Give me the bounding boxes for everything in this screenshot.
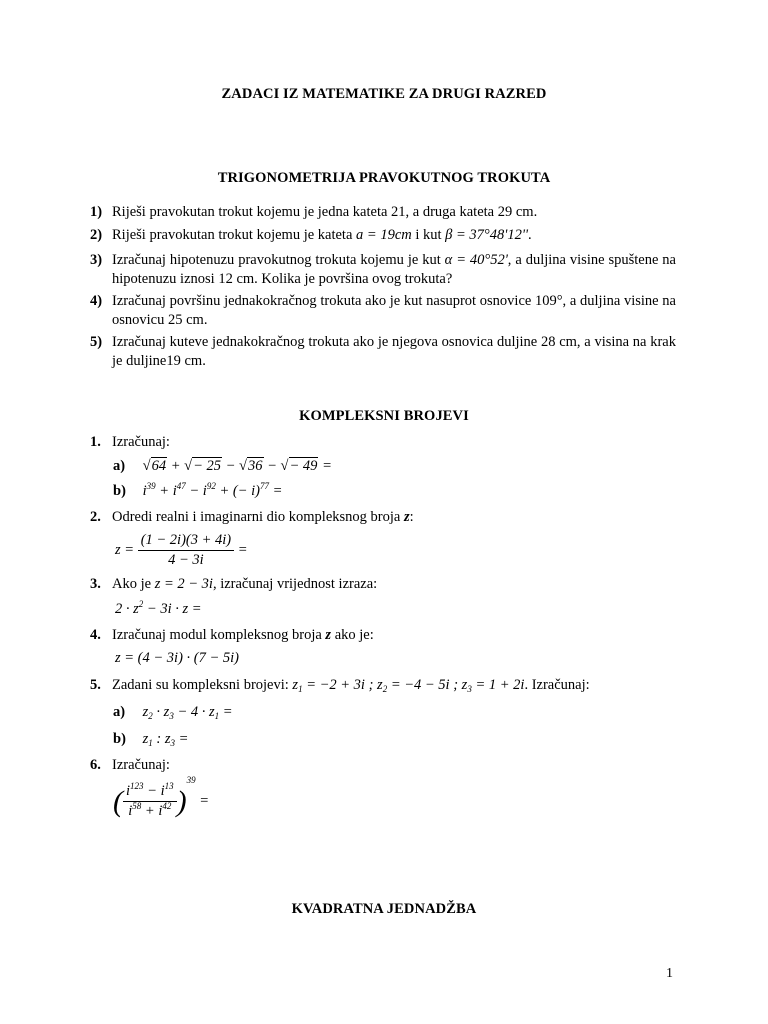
subproblem-label: b) (113, 483, 126, 499)
complex-problem-2 (90, 508, 676, 527)
trig-problem-1 (90, 203, 676, 222)
complex-problem-1b (113, 482, 282, 501)
problem-number: 1. (90, 434, 101, 450)
problem-text: Izračunaj: (112, 434, 170, 450)
math-fraction: $\frac{i^{123} - i^{13}}{i^{58} + i^{42}}$ (123, 782, 177, 821)
page-number: 1 (666, 966, 673, 981)
complex-problem-5 (90, 676, 676, 695)
trig-problem-4 (90, 292, 676, 330)
problem-number: 2. (90, 509, 101, 525)
math-angle-alpha: α = 40°52' (444, 252, 508, 268)
problem-number: 4) (90, 293, 103, 309)
complex-problem-3 (90, 575, 676, 594)
document-title: ZADACI IZ MATEMATIKE ZA DRUGI RAZRED (221, 86, 547, 102)
problem-text: Ako je z = 2 − 3i, izračunaj vrijednost izraza: (112, 576, 378, 592)
problem-number: 2) (90, 227, 103, 243)
problem-text: Odredi realni i imaginarni dio kompleksnog broja z: (112, 509, 414, 525)
problem-number: 6. (90, 757, 101, 773)
subproblem-label: a) (113, 458, 126, 474)
problem-text: Riješi pravokutan trokut kojemu je kateta a = 19cm i kut β = 37°48'12''. (112, 227, 532, 243)
complex-problem-6-expression: ( $\frac{i^{123} - i^{13}}{i^{58} + i^{42}}$ )$^{39}$ = (113, 775, 210, 820)
problem-number: 3. (90, 576, 101, 592)
trig-problem-5 (90, 333, 676, 371)
complex-problem-5a (113, 703, 233, 722)
problem-number: 5) (90, 334, 103, 350)
math-z-value: z = 2 − 3i (154, 576, 213, 592)
problem-number: 1) (90, 204, 103, 220)
complex-problem-6 (90, 756, 676, 775)
section-title-complex-numbers: KOMPLEKSNI BROJEVI (299, 408, 469, 424)
complex-problem-5b (113, 730, 188, 749)
complex-problem-4 (90, 626, 676, 645)
math-expression: √64 + √− 25 − √36 − √− 49 = (142, 458, 332, 474)
math-expression: $z_2 \cdot z_3 - 4 \cdot z_1$ = (142, 704, 233, 721)
subproblem-label: b) (113, 731, 126, 747)
math-side-a: a = 19cm (356, 227, 412, 243)
problem-number: 5. (90, 677, 101, 693)
math-z2: $z_2 = -4 - 5i$ ; (377, 677, 459, 694)
math-fraction: $\frac{(1 - 2i)(3 + 4i)}{4 - 3i}$ (138, 531, 234, 570)
problem-text: Izračunaj: (112, 757, 170, 773)
math-angle-beta: β = 37°48'12'' (445, 227, 529, 243)
section-title-quadratic-equation: KVADRATNA JEDNADŽBA (291, 901, 477, 917)
problem-text: Izračunaj modul kompleksnog broja z ako je: (112, 627, 374, 643)
complex-problem-2-expression: z = $\frac{(1 - 2i)(3 + 4i)}{4 - 3i}$ = (115, 532, 248, 568)
problem-text: Riješi pravokutan trokut kojemu je jedna kateta 21, a druga kateta 29 cm. (112, 204, 538, 220)
math-expression: $i^{39} + i^{47} - i^{92}$ + (− i)$^{77}$ = (142, 481, 283, 499)
problem-number: 4. (90, 627, 101, 643)
complex-problem-4-expression: z = (4 − 3i) · (7 − 5i) (115, 650, 239, 666)
problem-number: 3) (90, 252, 103, 268)
complex-problem-1 (90, 433, 676, 452)
complex-problem-1a (113, 457, 332, 476)
problem-text: Izračunaj kuteve jednakokračnog trokuta ako je njegova osnovica duljine 28 cm, a visina na krak je duljine19 cm. (112, 334, 676, 369)
problem-text: Izračunaj hipotenuzu pravokutnog trokuta kojemu je kut α = 40°52', a duljina visine spuštene na hipotenuzu iznosi 12 cm. Kolika je površina ovog trokuta? (112, 252, 676, 287)
math-expression: $z_1$ : $z_3$ = (142, 731, 189, 748)
subproblem-label: a) (113, 704, 126, 720)
trig-problem-3 (90, 251, 676, 289)
section-title-trigonometry: TRIGONOMETRIJA PRAVOKUTNOG TROKUTA (217, 170, 551, 186)
math-z3: $z_3 = 1 + 2i$ (461, 677, 525, 694)
problem-text: Izračunaj površinu jednakokračnog trokuta ako je kut nasuprot osnovice 109°, a duljina visine na osnovicu 25 cm. (112, 293, 676, 328)
problem-text: Zadani su kompleksni brojevi: $z_1 = -2 + 3i$ ; $z_2 = -4 - 5i$ ; $z_3 = 1 + 2i$. Izračunaj: (112, 677, 590, 694)
trig-problem-2 (90, 226, 676, 245)
complex-problem-3-expression: $2 \cdot z^2 - 3i \cdot z$ = (115, 599, 202, 617)
math-z1: $z_1 = -2 + 3i$ ; (292, 677, 374, 694)
